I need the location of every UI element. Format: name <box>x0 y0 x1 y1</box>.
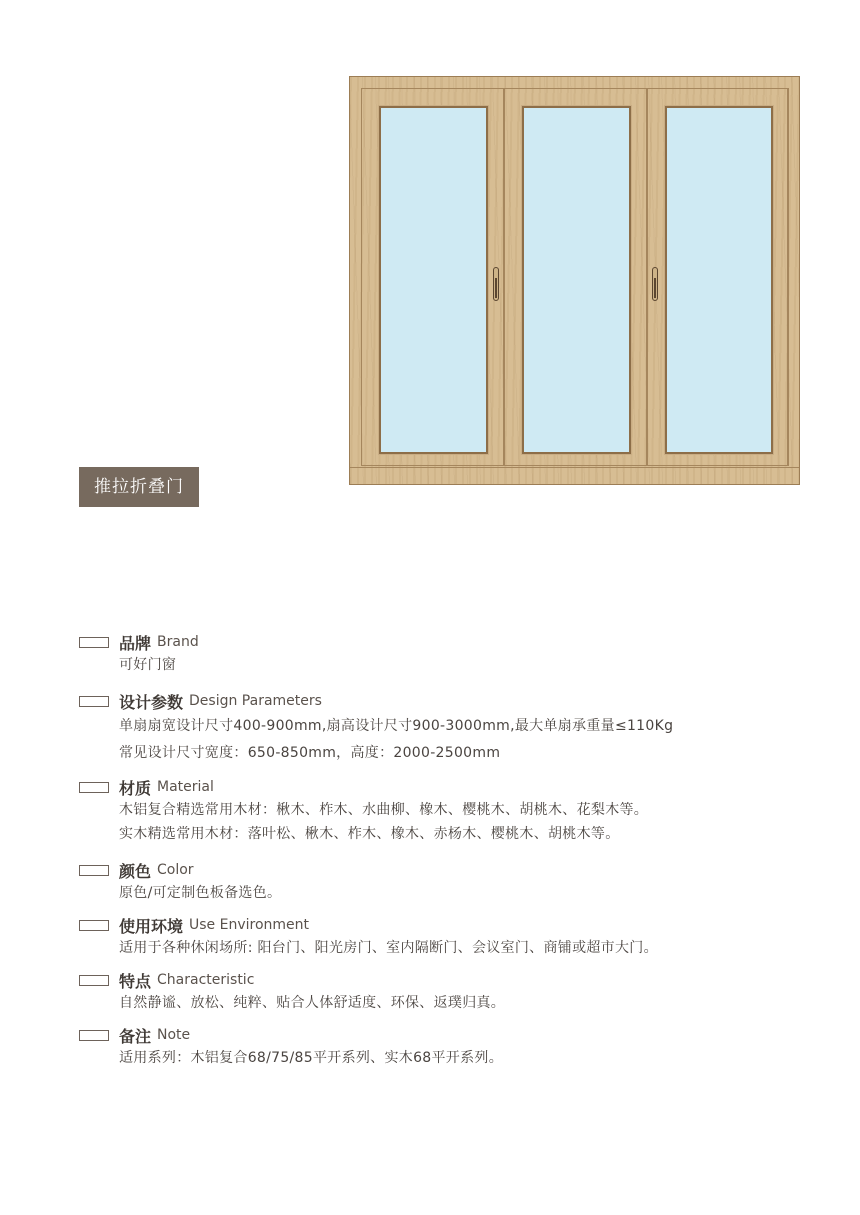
section-marker-icon <box>79 920 109 931</box>
section-title-cn: 备注 <box>119 1026 152 1046</box>
door-panel-middle <box>504 88 647 466</box>
section-title-cn: 品牌 <box>119 633 152 653</box>
section-text: 适用于各种休闲场所: 阳台门、阳光房门、室内隔断门、会议室门、商铺或超市大门。 <box>119 940 658 956</box>
section-marker-icon <box>79 975 109 986</box>
section-title-en: Material <box>157 779 214 795</box>
product-title: 推拉折叠门 <box>79 467 199 507</box>
section-text: 实木精选常用木材：落叶松、楸木、柞木、橡木、赤杨木、樱桃木、胡桃木等。 <box>119 826 620 842</box>
section-marker-icon <box>79 1030 109 1041</box>
glass-pane <box>522 106 631 454</box>
section-title-en: Design Parameters <box>189 693 322 709</box>
section-text: 自然静谧、放松、纯粹、贴合人体舒适度、环保、返璞归真。 <box>119 995 506 1011</box>
section-text: 单扇扇宽设计尺寸400-900mm,扇高设计尺寸900-3000mm,最大单扇承重量≤110Kg <box>119 718 674 734</box>
section-note <box>79 1024 503 1070</box>
door-panel-right <box>647 88 789 466</box>
section-title-cn: 使用环境 <box>119 916 184 936</box>
glass-pane <box>665 106 773 454</box>
glass-pane <box>379 106 488 454</box>
section-title-en: Note <box>157 1027 191 1043</box>
section-marker-icon <box>79 696 109 707</box>
section-marker-icon <box>79 637 109 648</box>
section-title-cn: 颜色 <box>119 861 152 881</box>
section-title-en: Color <box>157 862 194 878</box>
section-characteristic <box>79 969 505 1015</box>
door-sill <box>350 467 799 484</box>
door-panel-left <box>361 88 504 466</box>
section-text: 木铝复合精选常用木材：楸木、柞木、水曲柳、橡木、樱桃木、胡桃木、花梨木等。 <box>119 802 649 818</box>
section-brand <box>79 631 199 677</box>
section-title-en: Brand <box>157 634 199 650</box>
section-design-parameters <box>79 690 673 766</box>
section-marker-icon <box>79 865 109 876</box>
section-material <box>79 776 648 846</box>
section-marker-icon <box>79 782 109 793</box>
section-use-environment <box>79 914 658 960</box>
section-title-en: Characteristic <box>157 972 255 988</box>
section-text: 可好门窗 <box>119 657 177 673</box>
door-handle-icon <box>652 267 658 301</box>
section-title-en: Use Environment <box>189 917 310 933</box>
section-text: 常见设计尺寸宽度：650-850mm，高度：2000-2500mm <box>119 745 501 761</box>
section-title-cn: 特点 <box>119 971 152 991</box>
section-text: 原色/可定制色板备选色。 <box>119 885 282 901</box>
section-title-cn: 材质 <box>119 778 152 798</box>
section-color <box>79 859 281 905</box>
door-handle-icon <box>493 267 499 301</box>
product-illustration <box>349 76 800 485</box>
section-title-cn: 设计参数 <box>119 692 184 712</box>
section-text: 适用系列：木铝复合68/75/85平开系列、实木68平开系列。 <box>119 1050 503 1066</box>
